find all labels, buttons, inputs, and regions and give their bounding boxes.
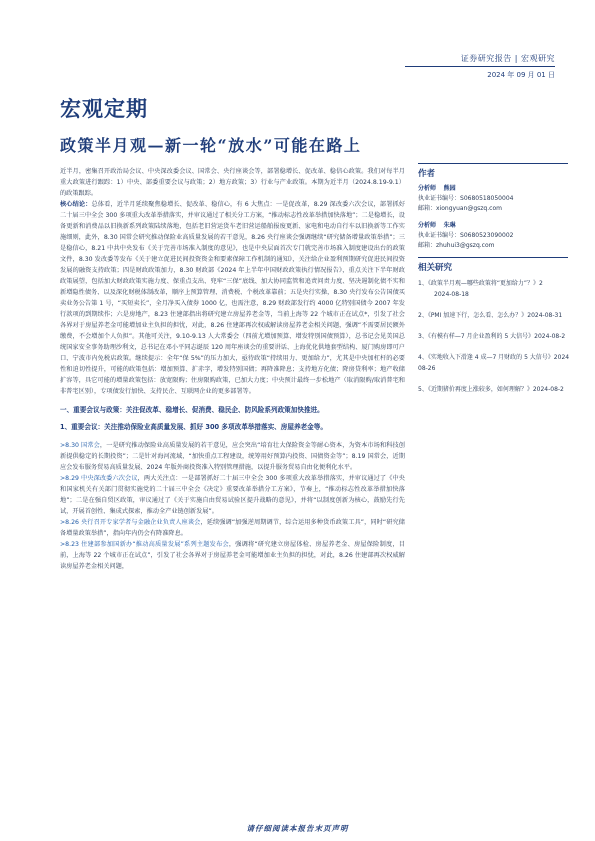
- analyst-1-email-label: 邮箱：: [418, 205, 437, 212]
- related-list: [418, 278, 568, 395]
- report-category: 宏观定期: [60, 96, 148, 121]
- analyst-2-license-label: 执业证书编号：: [418, 232, 461, 239]
- authors-title: 作者: [418, 169, 436, 179]
- core-label: 核心结论：: [60, 201, 92, 208]
- paragraph-3-text: ，延续强调“加强逆周期调节，综合运用多种货币政策工具”，同时“研究储备增量政策举措”，指向年内仍会有降准降息。: [60, 519, 405, 537]
- paragraph-2-text: ，两大关注点：一是部署抓好二十届三中全会 300 多项重大改革举措落实，并审议通过了《中央和国家机关有关部门贯彻实施党的二十届三中全会《决定》重要改革举措分工方案》，节奏上，“推动标志性改革举措加快落地”；二是在强自贸区政策，审议通过了《关于实施自由贸易试验区提升战略的意见》，并将“以制度创新为核心，鼓励先行先试，开展首创性、集成式探索，推动全产业链创新发展”。: [60, 475, 405, 515]
- paragraph-1: [60, 440, 405, 473]
- analyst-1-role: 分析师: [418, 185, 437, 192]
- analyst-2-email[interactable]: zhuhui3@gszq.com: [436, 242, 495, 249]
- sidebar: [418, 163, 568, 405]
- report-header: [461, 53, 555, 80]
- analyst-2-license: S0680523090002: [460, 232, 514, 239]
- related-item[interactable]: 5、《近期猪价再度上涨较多，如何理解？》2024-08-2: [418, 386, 564, 393]
- related-item[interactable]: 2、《PMI 加速下行，怎么看、怎么办？》2024-08-31: [418, 312, 563, 319]
- footer-disclaimer: 请仔细阅读本报告末页声明: [246, 824, 349, 833]
- intro-paragraph: 近半月，密集召开政治局会议、中央深改委会议、国常会、央行座谈会等，部署稳增长、促改革、稳信心政策。我们对每半月重大政策进行跟踪：1）中央、部委重要会议与政策；2）地方政策；3）行业与产业政策。本期为近半月（2024.8.19-9.1）的政策跟踪。: [60, 168, 405, 197]
- related-item[interactable]: 1、《政策半月观—哪些政策将“更加给力”？》2 2024-08-18: [418, 280, 543, 298]
- paragraph-2: [60, 473, 405, 517]
- main-body: [60, 166, 405, 572]
- paragraph-1-text: ，一是研究推动保险业高质量发展的若干意见，应会突出“培育壮大保险资金等耐心资本，为资本市场和科技创新提供稳定的长期投资”；二是针对海河流域，“加快重点工程建设，统筹用好预算内投资、国债资金等”；8.19 国常会，近期应会发布服务贸易高质量发展、2024 年版外商投资准入特别管理措施，以提升服务贸易自由化便利化水平。: [60, 442, 405, 471]
- related-rule: [418, 257, 568, 258]
- paragraph-4: [60, 539, 405, 572]
- header-rule: [405, 66, 555, 67]
- related-item[interactable]: 3、《有模有样—7 月企业盈利的 5 大信号》2024-08-2: [418, 333, 566, 340]
- analyst-1-license: S0680518050004: [460, 195, 514, 202]
- analyst-2: [418, 221, 568, 251]
- analyst-2-email-label: 邮箱：: [418, 242, 437, 249]
- related-item[interactable]: 4、《实地收入下滑逢 4 成—7 月财政的 5 大信号》2024 08-26: [418, 354, 570, 372]
- related-title: 相关研究: [418, 263, 453, 273]
- paragraph-1-head: >8.30 国常会: [60, 442, 100, 449]
- section-1-heading: 一、重要会议与政策：关注促改革、稳增长、促消费、稳民企、防风险系列政策加快推进。: [60, 406, 324, 414]
- analyst-1-license-label: 执业证书编号：: [418, 195, 461, 202]
- analyst-1-name: 熊园: [443, 185, 456, 192]
- paragraph-2-head: >8.29 中央深改委六次会议: [60, 475, 138, 482]
- header-separator: |: [514, 54, 518, 63]
- paragraph-3-head: >8.26 央行召开专家学者与金融企业负责人座谈会: [60, 519, 201, 526]
- report-title: 政策半月观—新一轮“放水”可能在路上: [60, 136, 362, 155]
- analyst-1: [418, 184, 568, 214]
- core-conclusion: [60, 199, 405, 397]
- section-1-1-heading: 1、重要会议：关注推动保险业高质量发展、抓好 300 多项改革举措落实、房屋养老金等。: [60, 423, 327, 431]
- analyst-2-role: 分析师: [418, 222, 437, 229]
- paragraph-3: [60, 517, 405, 539]
- paragraph-4-head: >8.23 住建部参加国新办“推动高质量发展”系列主题发布会: [60, 541, 229, 548]
- analyst-2-name: 朱琳: [443, 222, 456, 229]
- core-text: 总体看，近半月延续聚焦稳增长、促改革、稳信心，有 6 大焦点：一是促改革，8.29 深改委六次会议，部署抓好二十届三中全会 300 多项重大改革举措落实，并审议通过了相关分工方案，“推动标志性改革举措加快落地”；二是稳增长，设备更新和消费品以旧换新系列政策陆续落地，包括老旧营运货车老旧营运船舶报废更新、家电和电动自行车以旧换新等工作实施细则，此外，8.30 国常会研究推动保险业高质量发展的若干意见，8.26 央行座谈会强调继续“研究储备增量政策举措”；三是稳信心，8.21 中共中央发布《关于完善市场准入制度的意见》，也是中央层面首次专门就完善市场准入制度建设出台的政策文件，8.30 发改委等发布《关于建立促进民间投资资金和要素保障工作机制的通知》，关注给企业盈利预期研究促进民间投资发展的融资支持政策；四是财政政策加力，8.30 财政部《2024 年上半年中国财政政策执行情况报告》，重点关注下半年财政政策展望，包括加大财政政策实施力度、保重点支出、兜牢“三保”底线、加大协同监管和追责问责力度、坚决遏制化债不实和新增隐性债务、以及深化财税体制改革，顺序上预算管理、消费税、个税改革靠前；五是央行实操，8.30 央行发布公告国债买卖业务公告第 1 号，“买短卖长”，全月净买入债券 1000 亿，也需注意，8.29 财政部发行约 4000 亿特别国债今 2007 年发行款项的到期续作；六是房地产，8.23 住建部指出将研究建立房屋养老金等，当前上海等 22 个城市正在试点*，引发了社会各界对于房屋养老金可能增加业主负担的担忧，对此，8.26 住建部再次权威解读房屋养老金相关问题，强调“不需要居民额外缴费，不会增加个人负担”。其他可关注，9.10-9.13 人大常委会（四前尤增加预算、增发特别国债预算），总书记会见美国总统国家安全事务助理沙利文，总书记在邓小平同志诞辰 120 周年座谈会的重要讲话、上海优化供地套型结构、厦门购房即可户口、宁波市内免税店政策。继续提示：全年“保 5%”的压力加大，亟待政策“持续用力、更加给力”，尤其是中央加杠杆的必要性和迫切性提升，可能的政策包括：增加预算、扩赤字，增发特别国债；再降准降息；支持地方化债；降房贷利率；地产收储扩容等，具它可能的增量政策包括：放宽限购；住房限购政策，已加大力度；中央预计最终一步松地产（取消限购/取消普宅和非普宅区别），专项债发行加快、支持民企、互联网企业的更多部署等。: [60, 201, 406, 395]
- report-type-label: [461, 53, 555, 64]
- research-report-label: 证券研究报告: [460, 54, 512, 63]
- macro-research-label: 宏观研究: [521, 54, 555, 63]
- report-date: 2024 年 09 月 01 日: [487, 71, 555, 79]
- authors-rule: [418, 163, 568, 164]
- paragraph-4-text: ，强调将“研究建立房屋体检、房屋养老金、房屋保险制度，目前，上海等 22 个城市正在试点”，引发了社会各界对于房屋养老金可能增加业主负担的担忧，对此，8.26 住建部再次权威解读房屋养老金相关问题，: [60, 541, 405, 570]
- analyst-1-email[interactable]: xiongyuan@gszq.com: [436, 205, 502, 212]
